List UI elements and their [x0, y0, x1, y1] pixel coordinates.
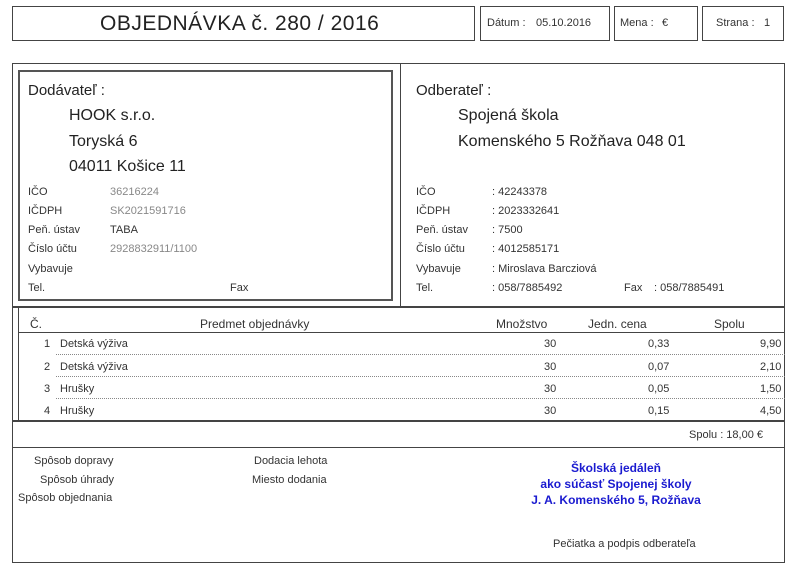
customer-heading: Odberateľ : — [416, 82, 492, 99]
row-3-item: Hrušky — [60, 383, 95, 395]
currency-value: € — [662, 17, 669, 29]
col-header-unit-price: Jedn. cena — [588, 317, 647, 331]
row-1-qty: 30 — [544, 338, 557, 350]
stamp-line-3: J. A. Komenského 5, Rožňava — [531, 493, 701, 507]
row-2-total: 2,10 — [760, 361, 782, 373]
row-4-item: Hrušky — [60, 405, 95, 417]
row-3-line — [56, 398, 785, 399]
page-label: Strana : — [716, 17, 755, 29]
supplier-account-label: Číslo účtu — [28, 243, 77, 255]
miesto-label: Miesto dodania — [252, 474, 327, 486]
row-2-num: 2 — [44, 361, 51, 373]
date-label: Dátum : — [487, 17, 526, 29]
page-value: 1 — [764, 17, 771, 29]
customer-name: Spojená škola — [458, 107, 559, 124]
row-1-unit-price: 0,33 — [648, 338, 670, 350]
row-4-total: 4,50 — [760, 405, 782, 417]
row-3-num: 3 — [44, 383, 51, 395]
customer-account-value: : 4012585171 — [492, 243, 560, 255]
supplier-bank-label: Peň. ústav — [28, 224, 80, 236]
col-header-item: Predmet objednávky — [200, 317, 310, 331]
supplier-bank-value: TABA — [110, 224, 138, 236]
supplier-city: 04011 Košice 11 — [69, 158, 186, 175]
supplier-vybavuje-label: Vybavuje — [28, 263, 73, 275]
supplier-icdph-label: IČDPH — [28, 205, 63, 217]
date-value: 05.10.2016 — [536, 17, 592, 29]
col-header-total: Spolu — [714, 317, 745, 331]
supplier-box — [18, 70, 393, 301]
row-2-unit-price: 0,07 — [648, 361, 670, 373]
table-left-line — [18, 306, 19, 420]
customer-vybavuje-label: Vybavuje — [416, 263, 461, 275]
table-bottom-line — [12, 420, 785, 422]
row-4-num: 4 — [44, 405, 51, 417]
row-1-item: Detská výživa — [60, 338, 128, 350]
supplier-tel-label: Tel. — [28, 282, 46, 294]
sum-total: Spolu : 18,00 € — [689, 429, 764, 441]
customer-vybavuje-value: : Miroslava Barcziová — [492, 263, 597, 275]
signature-label: Pečiatka a podpis odberateľa — [553, 538, 696, 550]
row-2-line — [56, 376, 785, 377]
customer-account-label: Číslo účtu — [416, 243, 465, 255]
supplier-heading: Dodávateľ : — [28, 82, 105, 99]
col-header-qty: Množstvo — [496, 317, 548, 331]
customer-bank-value: : 7500 — [492, 224, 523, 236]
customer-address: Komenského 5 Rožňava 048 01 — [458, 133, 686, 150]
row-1-num: 1 — [44, 338, 51, 350]
row-3-qty: 30 — [544, 383, 557, 395]
row-1-line — [56, 354, 785, 355]
row-2-item: Detská výživa — [60, 361, 128, 373]
customer-tel-label: Tel. — [416, 282, 434, 294]
supplier-street: Toryská 6 — [69, 133, 138, 150]
uhrada-label: Spôsob úhrady — [40, 474, 114, 486]
supplier-ico-value: 36216224 — [110, 186, 159, 198]
lehota-label: Dodacia lehota — [254, 455, 328, 467]
currency-label: Mena : — [620, 17, 654, 29]
supplier-fax-label: Fax — [230, 282, 249, 294]
supplier-ico-label: IČO — [28, 186, 48, 198]
col-header-num: Č. — [30, 317, 42, 331]
customer-fax-label: Fax — [624, 282, 643, 294]
customer-bank-label: Peň. ústav — [416, 224, 468, 236]
stamp-line-2: ako súčasť Spojenej školy — [540, 477, 692, 491]
supplier-icdph-value: SK2021591716 — [110, 205, 186, 217]
doprava-label: Spôsob dopravy — [34, 455, 114, 467]
customer-ico-value: : 42243378 — [492, 186, 548, 198]
row-1-total: 9,90 — [760, 338, 782, 350]
row-4-unit-price: 0,15 — [648, 405, 670, 417]
supplier-name: HOOK s.r.o. — [69, 107, 156, 124]
objednania-label: Spôsob objednania — [18, 492, 113, 504]
customer-ico-label: IČO — [416, 186, 436, 198]
row-4-qty: 30 — [544, 405, 557, 417]
row-3-unit-price: 0,05 — [648, 383, 670, 395]
stamp-line-1: Školská jedáleň — [570, 461, 662, 475]
customer-fax-value: : 058/7885491 — [654, 282, 725, 294]
row-3-total: 1,50 — [760, 383, 782, 395]
customer-icdph-label: IČDPH — [416, 205, 451, 217]
row-2-qty: 30 — [544, 361, 557, 373]
customer-icdph-value: : 2023332641 — [492, 205, 560, 217]
table-header-line — [18, 332, 785, 333]
page-title: OBJEDNÁVKA č. 280 / 2016 — [100, 12, 380, 35]
table-top-line — [12, 306, 785, 308]
sum-line — [12, 447, 785, 448]
party-divider — [400, 63, 401, 306]
customer-tel-value: : 058/7885492 — [492, 282, 563, 294]
school-stamp — [486, 460, 746, 508]
supplier-account-value: 2928832911/1100 — [110, 243, 198, 255]
